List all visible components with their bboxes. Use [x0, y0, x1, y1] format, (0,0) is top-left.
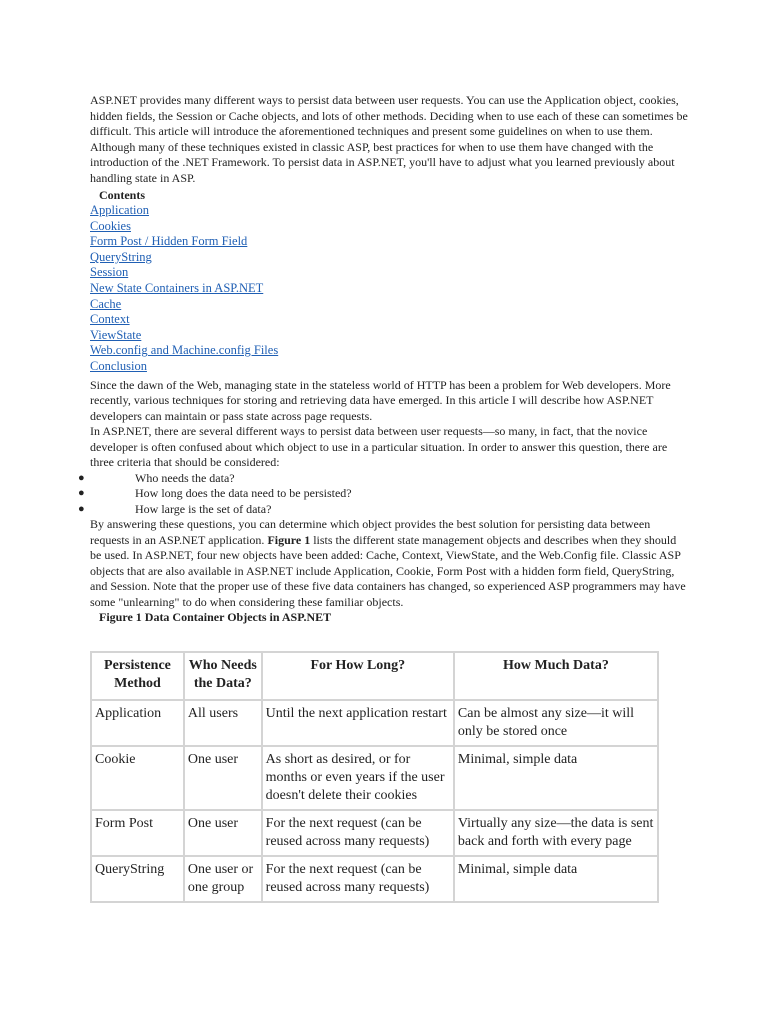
cell-how-much: Can be almost any size—it will only be stored once	[454, 700, 658, 746]
header-persistence-method: Persistence Method	[91, 652, 184, 700]
toc-link-new-state-containers[interactable]: New State Containers in ASP.NET	[90, 280, 264, 295]
bullet-icon: ●	[78, 471, 85, 484]
cell-method: Form Post	[91, 810, 184, 856]
paragraph-criteria: In ASP.NET, there are several different ways to persist data between user requests—so many, in fact, that the novice developer is often confused about which object to use in a particular situation. In order to answer this question, there are three criteria that should be considered:	[90, 424, 668, 470]
list-item: ● Who needs the data?	[78, 470, 235, 485]
list-item: ● How large is the set of data?	[78, 501, 272, 516]
header-how-much: How Much Data?	[454, 652, 658, 700]
toc-link-config-files[interactable]: Web.config and Machine.config Files	[90, 343, 279, 358]
toc-link-cache[interactable]: Cache	[90, 296, 122, 311]
paragraph-figure-intro: By answering these questions, you can determine which object provides the best solution for persisting data between requests in an ASP.NET application. Figure 1 lists the different state management objects and describes when they should be used. In ASP.NET, four new objects have been added: Cache, Context, ViewState, and the Web.Config file. Classic ASP objects that are also available in ASP.NET include Application, Cookie, Form Post with a hidden form field, QueryString, and Session. Note that the proper use of these five data containers has changed, so experienced ASP programmers may have some "unlearning" to do when considering these familiar objects.	[90, 517, 686, 609]
bullet-icon: ●	[78, 502, 85, 515]
table-row	[91, 810, 658, 856]
toc-link-viewstate[interactable]: ViewState	[90, 327, 142, 342]
cell-method: Application	[91, 700, 184, 746]
intro-paragraph: ASP.NET provides many different ways to persist data between user requests. You can use the Application object, cookies, hidden fields, the Session or Cache objects, and lots of other methods. Deciding when to use each of these can sometimes be difficult. This article will introduce the aforementioned techniques and present some guidelines on when to use them. Although many of these techniques existed in classic ASP, best practices for when to use them have changed with the introduction of the .NET Framework. To persist data in ASP.NET, you'll have to adjust what you learned previously about handling state in ASP.	[90, 93, 688, 185]
cell-how-long: For the next request (can be reused across many requests)	[262, 856, 454, 902]
data-container-table	[90, 651, 659, 903]
toc-link-session[interactable]: Session	[90, 265, 129, 280]
header-who-needs: Who Needs the Data?	[184, 652, 262, 700]
contents-heading: Contents	[99, 188, 146, 202]
toc-link-application[interactable]: Application	[90, 203, 150, 217]
cell-who: One user	[184, 746, 262, 810]
cell-method: Cookie	[91, 746, 184, 810]
toc-link-conclusion[interactable]: Conclusion	[90, 358, 147, 373]
criteria-list	[78, 470, 690, 518]
table-of-contents	[90, 203, 690, 375]
table-header-row	[91, 652, 658, 700]
paragraph-dawn-of-web: Since the dawn of the Web, managing state in the stateless world of HTTP has been a problem for Web developers. More recently, various techniques for storing and retrieving data have emerged. In this article I will describe how ASP.NET developers can maintain or pass state across page requests.	[90, 377, 671, 423]
figure-caption: Figure 1 Data Container Objects in ASP.NET	[99, 610, 332, 625]
table-row	[91, 746, 658, 810]
cell-method: QueryString	[91, 856, 184, 902]
cell-who: One user or one group	[184, 856, 262, 902]
toc-link-cookies[interactable]: Cookies	[90, 218, 131, 233]
toc-link-form-post[interactable]: Form Post / Hidden Form Field	[90, 234, 248, 249]
document-page	[78, 93, 690, 625]
table-row	[91, 700, 658, 746]
figure-reference: Figure 1	[267, 532, 311, 547]
toc-link-context[interactable]: Context	[90, 312, 130, 327]
cell-how-long: For the next request (can be reused across many requests)	[262, 810, 454, 856]
table-row	[91, 856, 658, 902]
cell-who: All users	[184, 700, 262, 746]
cell-how-much: Minimal, simple data	[454, 856, 658, 902]
cell-how-long: As short as desired, or for months or even years if the user doesn't delete their cookies	[262, 746, 454, 810]
cell-how-long: Until the next application restart	[262, 700, 454, 746]
cell-who: One user	[184, 810, 262, 856]
list-item: ● How long does the data need to be persisted?	[78, 486, 352, 501]
bullet-icon: ●	[78, 487, 85, 500]
header-how-long: For How Long?	[262, 652, 454, 700]
toc-link-querystring[interactable]: QueryString	[90, 249, 152, 264]
cell-how-much: Minimal, simple data	[454, 746, 658, 810]
cell-how-much: Virtually any size—the data is sent back and forth with every page	[454, 810, 658, 856]
